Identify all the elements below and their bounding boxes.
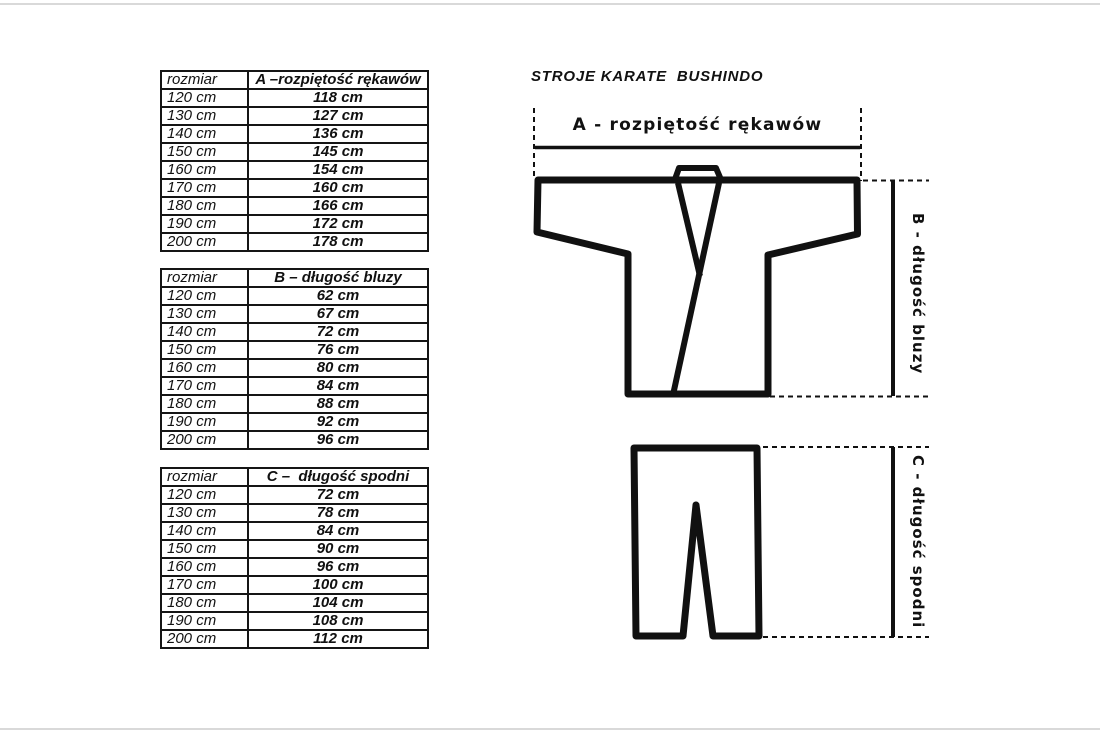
value-cell: 104 cm	[248, 594, 428, 612]
value-cell: 92 cm	[248, 413, 428, 431]
size-cell: 120 cm	[161, 486, 248, 504]
value-cell: 67 cm	[248, 305, 428, 323]
size-cell: 130 cm	[161, 305, 248, 323]
pants-outline	[634, 448, 759, 636]
jacket-length-measure-label: B - długość bluzy	[909, 213, 927, 375]
value-cell: 76 cm	[248, 341, 428, 359]
value-cell: 108 cm	[248, 612, 428, 630]
value-cell: 100 cm	[248, 576, 428, 594]
size-cell: 150 cm	[161, 143, 248, 161]
size-cell: 190 cm	[161, 413, 248, 431]
jacket-length-column-header: B – długość bluzy	[248, 269, 428, 287]
value-cell: 96 cm	[248, 431, 428, 449]
size-column-header: rozmiar	[161, 468, 248, 486]
size-cell: 180 cm	[161, 197, 248, 215]
jacket-lapel-left	[678, 183, 700, 276]
size-cell: 200 cm	[161, 233, 248, 251]
value-cell: 178 cm	[248, 233, 428, 251]
size-cell: 180 cm	[161, 594, 248, 612]
size-column-header: rozmiar	[161, 71, 248, 89]
size-cell: 130 cm	[161, 504, 248, 522]
jacket-lapel-cross	[673, 183, 719, 395]
page-title: STROJE KARATE BUSHINDO	[531, 68, 764, 85]
pants-length-measure-label: C - długość spodni	[909, 455, 927, 629]
value-cell: 166 cm	[248, 197, 428, 215]
size-column-header: rozmiar	[161, 269, 248, 287]
value-cell: 88 cm	[248, 395, 428, 413]
value-cell: 84 cm	[248, 377, 428, 395]
size-cell: 180 cm	[161, 395, 248, 413]
size-cell: 130 cm	[161, 107, 248, 125]
pants-length-column-header: C – długość spodni	[248, 468, 428, 486]
size-cell: 170 cm	[161, 179, 248, 197]
size-cell: 140 cm	[161, 125, 248, 143]
size-cell: 160 cm	[161, 161, 248, 179]
sleeve-span-measure-label: A - rozpiętość rękawów	[572, 115, 823, 135]
value-cell: 62 cm	[248, 287, 428, 305]
size-cell: 170 cm	[161, 377, 248, 395]
value-cell: 118 cm	[248, 89, 428, 107]
size-cell: 160 cm	[161, 359, 248, 377]
size-cell: 120 cm	[161, 287, 248, 305]
size-cell: 160 cm	[161, 558, 248, 576]
value-cell: 154 cm	[248, 161, 428, 179]
value-cell: 78 cm	[248, 504, 428, 522]
value-cell: 96 cm	[248, 558, 428, 576]
value-cell: 84 cm	[248, 522, 428, 540]
size-cell: 190 cm	[161, 215, 248, 233]
size-cell: 200 cm	[161, 630, 248, 648]
value-cell: 145 cm	[248, 143, 428, 161]
size-cell: 170 cm	[161, 576, 248, 594]
value-cell: 112 cm	[248, 630, 428, 648]
size-cell: 140 cm	[161, 522, 248, 540]
size-cell: 120 cm	[161, 89, 248, 107]
value-cell: 136 cm	[248, 125, 428, 143]
value-cell: 80 cm	[248, 359, 428, 377]
value-cell: 72 cm	[248, 323, 428, 341]
value-cell: 160 cm	[248, 179, 428, 197]
size-cell: 200 cm	[161, 431, 248, 449]
size-cell: 140 cm	[161, 323, 248, 341]
size-cell: 150 cm	[161, 341, 248, 359]
value-cell: 172 cm	[248, 215, 428, 233]
size-cell: 190 cm	[161, 612, 248, 630]
sleeve-span-column-header: A –rozpiętość rękawów	[248, 71, 428, 89]
size-cell: 150 cm	[161, 540, 248, 558]
value-cell: 127 cm	[248, 107, 428, 125]
value-cell: 90 cm	[248, 540, 428, 558]
value-cell: 72 cm	[248, 486, 428, 504]
